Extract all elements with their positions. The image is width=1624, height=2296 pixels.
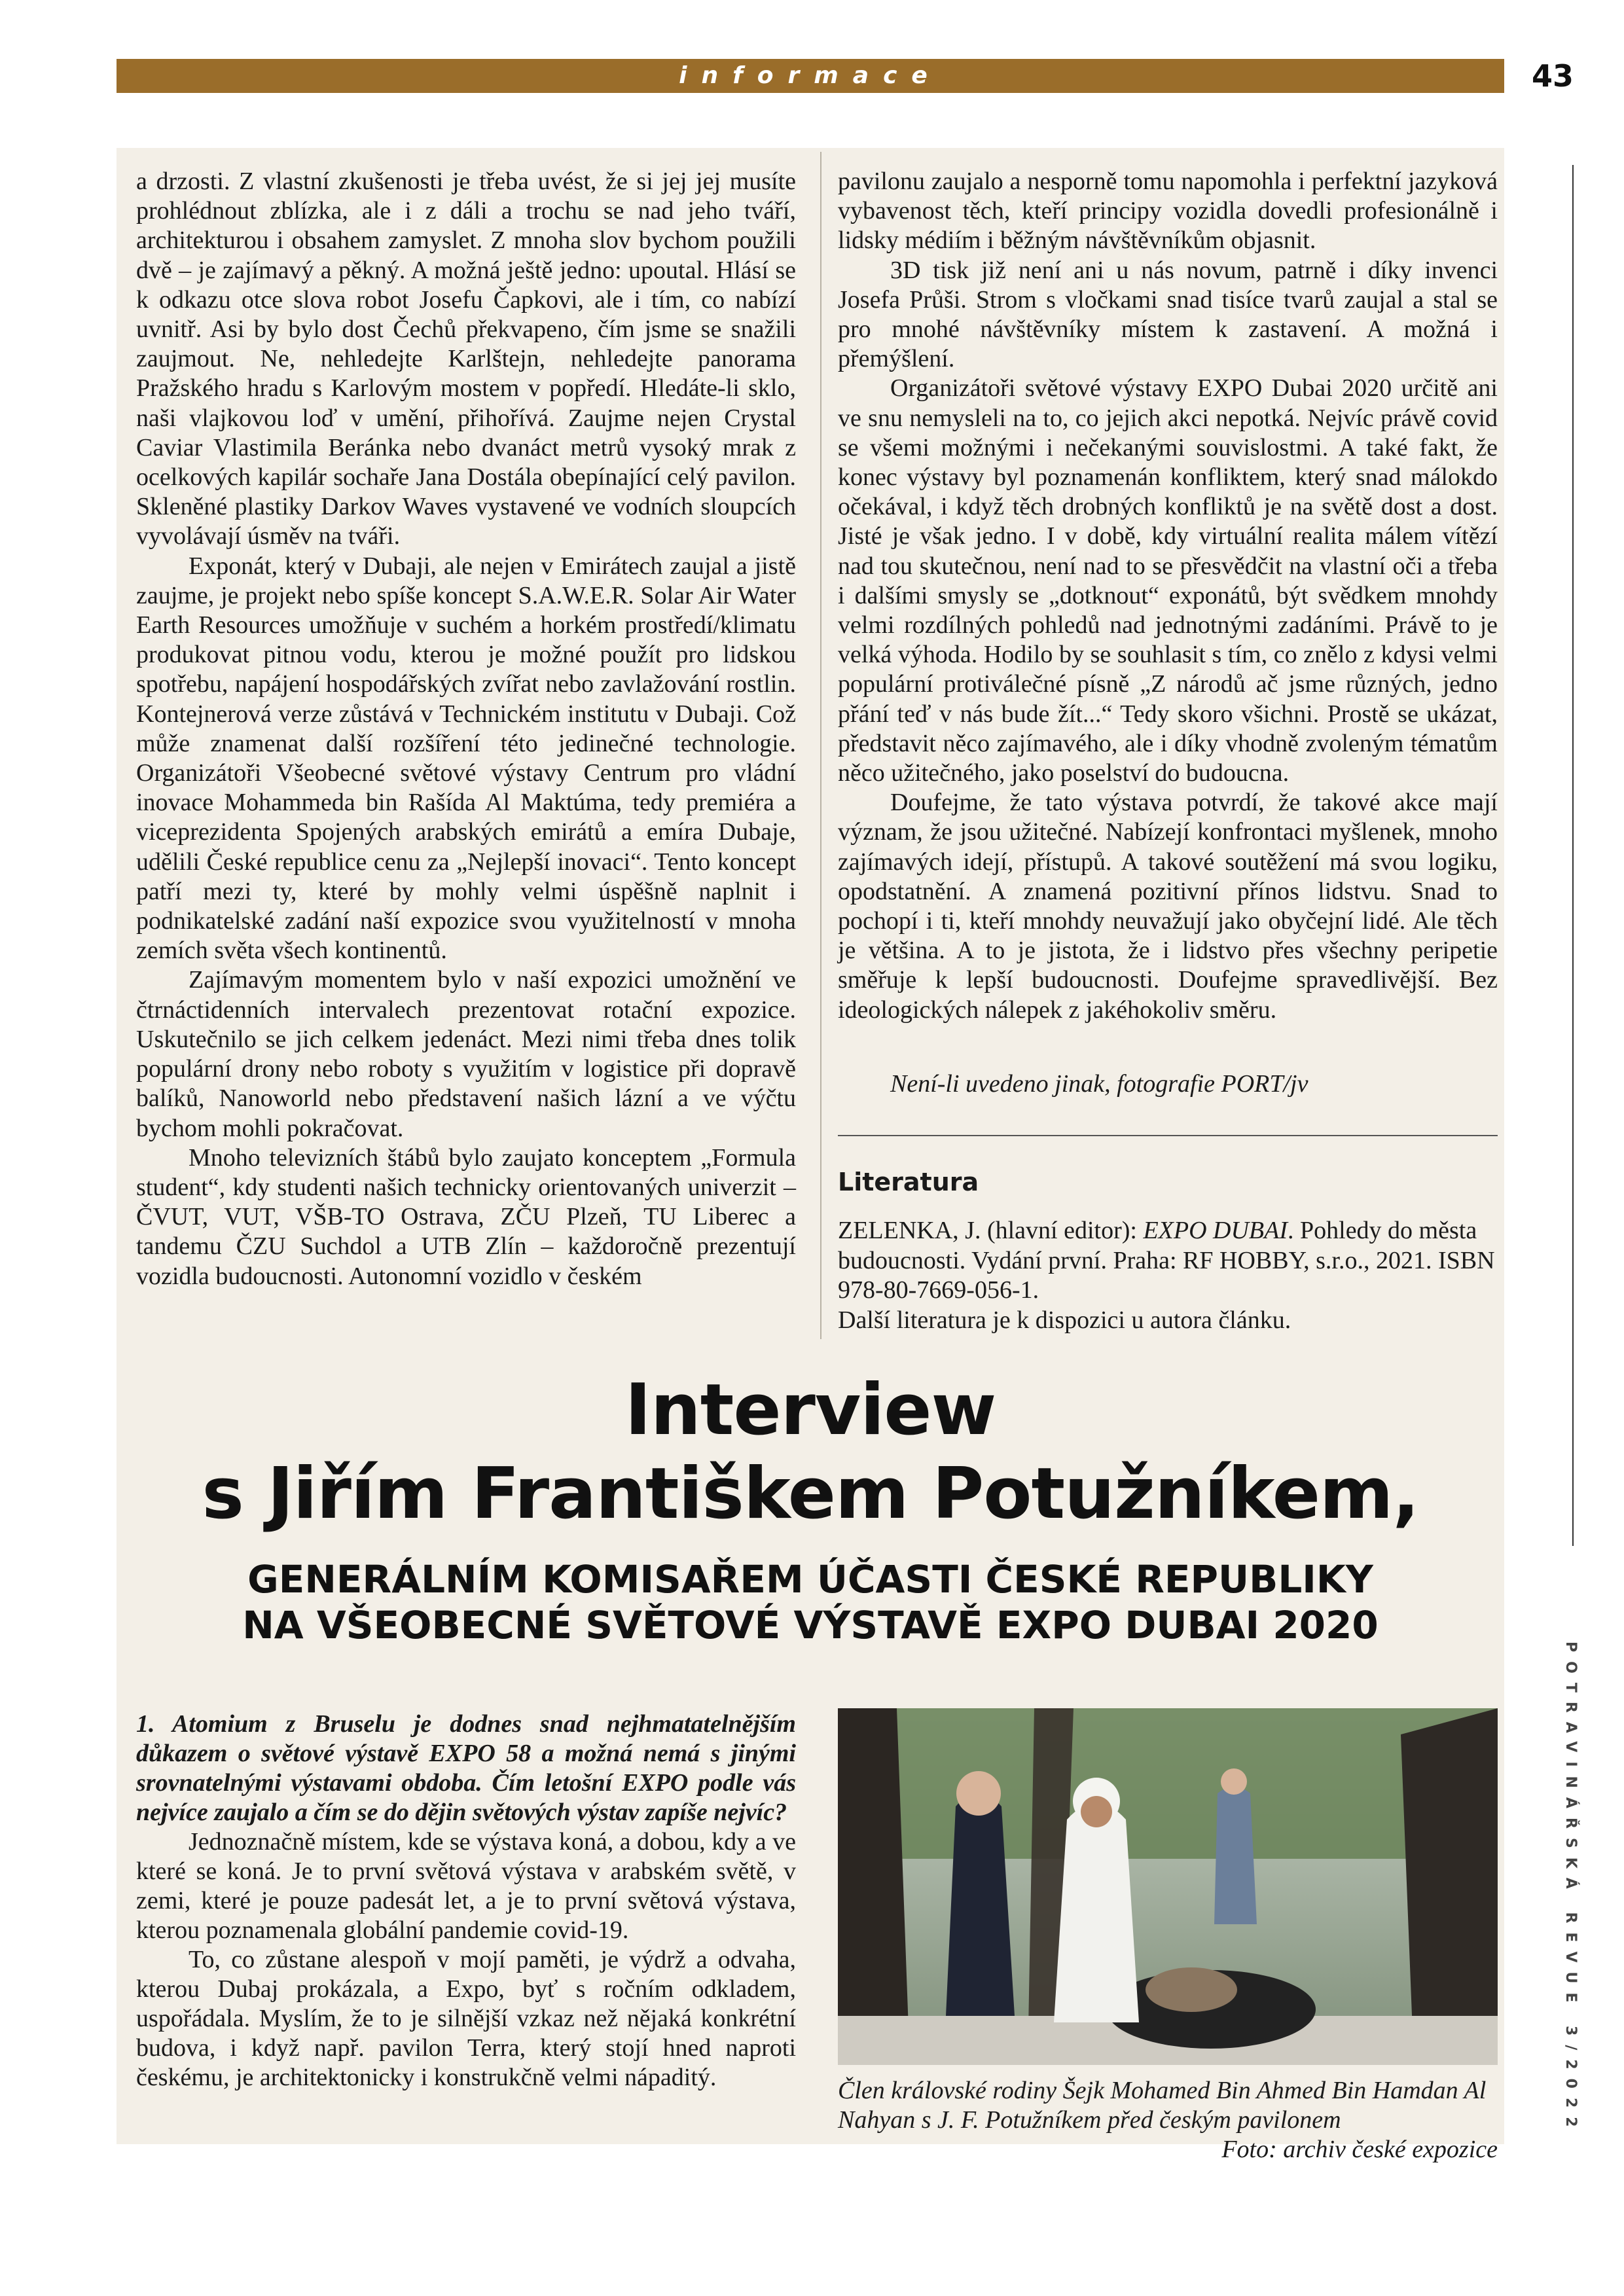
journal-side-label: POTRAVINÁŘSKÁ REVUE 3/2022 [1562, 1641, 1579, 2136]
article-paragraph: 3D tisk již není ani u nás novum, patrně i díky invenci Josefa Průši. Strom s vločkami snad tisíce tvarů zaujal a stal se pro mnohé návštěvníky místem k zastavení. A možná i přemýšlení. [838, 256, 1498, 373]
photo-illustration [838, 1708, 1498, 2065]
side-rule [1572, 165, 1574, 1546]
interview-answer-paragraph: To, co zůstane alespoň v mojí paměti, je výdrž a odvaha, kterou Dubaj prokázala, a Expo, byť s ročním odkladem, uspořádala. Myslím, že to je silnější vzkaz než nějaká konkrétní budova, i když např. pavilon Terra, který stojí hned naproti českému, je architektonicky i konstrukčně velmi nápaditý. [136, 1946, 796, 2091]
article-paragraph: Doufejme, že tato výstava potvrdí, že takové akce mají význam, že jsou užitečné. Nabízejí konfrontaci myšlenek, mnoho zajímavých idejí, přístupů. A takové soutěžení má svou logiku, opodstatnění. A znamená pozitivní přínos lidstvu. Snad to pochopí i ti, kteří mnohdy neuvažují jako obyčejní lidé. Ale těch je většina. A to je jistota, že i lidstvo přes všechny peripetie směřuje k lepší budoucnosti. Doufejme spravedlivější. Bez ideologických nálepek z jakéhokoliv směru. [838, 789, 1498, 1024]
literature-entry-end: . Pohledy do města budoucnosti. Vydání první. Praha: RF HOBBY, s.r.o., 2021. ISBN 978-80-7669-056-1. [838, 1217, 1495, 1304]
interview-subtitle-line2: NA VŠEOBECNÉ SVĚTOVÉ VÝSTAVĚ EXPO DUBAI 2020 [242, 1603, 1379, 1647]
expo-pavilion-photo [838, 1708, 1498, 2065]
literature-heading: Literatura [838, 1168, 979, 1196]
article-paragraph: pavilonu zaujalo a nesporně tomu napomohla i perfektní jazyková vybavenost těch, kteří principy vozidla dovedli profesionálně i lidsky médiím i běžným návštěvníkům objasnit. [838, 168, 1498, 255]
literature-body [838, 1216, 1498, 1335]
article-left-column [136, 167, 796, 1291]
section-header-bar [117, 59, 1504, 93]
interview-title-line2: s Jiřím Františkem Potužníkem, [202, 1453, 1419, 1535]
literature-note: Další literatura je k dispozici u autora článku. [838, 1306, 1291, 1334]
photo-credit: Foto: archiv české expozice [1221, 2136, 1498, 2163]
literature-entry-start: ZELENKA, J. (hlavní editor): [838, 1217, 1144, 1244]
article-paragraph: Zajímavým momentem bylo v naší expozici umožnění ve čtrnáctidenních intervalech prezentovat rotační expozice. Uskutečnilo se jich celkem jedenáct. Mezi nimi třeba dnes tolik populární drony nebo roboty s využitím v logistice při dopravě balíků, Nanoworld nebo představení našich lázní a ve výčtu bychom mohli pokračovat. [136, 966, 796, 1142]
article-paragraph: Mnoho televizních štábů bylo zaujato konceptem „Formula student“, kdy studenti našich technicky orientovaných univerzit – ČVUT, VUT, VŠB-TO Ostrava, ZČU Plzeň, TU Liberec a tandemu ČZU Suchdol a UTB Zlín – každoročně prezentují vozidla budoucnosti. Autonomní vozidlo v českém [136, 1143, 796, 1290]
article-paragraph: Organizátoři světové výstavy EXPO Dubai 2020 určitě ani ve snu nemysleli na to, co jejich akci nepotká. Nejvíc právě covid se všemi možnými i nečekanými souvislostmi. A také fakt, že konec výstavy byl poznamenán konfliktem, který snad málokdo očekával, i když těch drobných konfliktů je na světě dost a dost. Jisté je však jedno. I v době, kdy virtuální realita málem vítězí nad tou skutečnou, není nad to se přesvědčit na vlastní oči a třeba i dalšími smysly se „dotknout“ exponátů, být svědkem mnohdy velmi rozdílných pohledů nad jednotnými zadáními. Právě to je velká výhoda. Hodilo by se souhlasit s tím, co znělo z kdysi velmi populární protiválečné písně „Z národů ač jsme různých, jedno přání teď v nás bude žít...“ Tedy skoro všichni. Prostě se ukázat, představit něco zajímavého, ale i díky vhodně zvoleným tématům něco užitečného, jako poselství do budoucna. [838, 374, 1498, 787]
photo-credit-note: Není-li uvedeno jinak, fotografie PORT/jv [890, 1070, 1308, 1098]
article-paragraph: Exponát, který v Dubaji, ale nejen v Emirátech zaujal a jistě zaujme, je projekt nebo spíše koncept S.A.W.E.R. Solar Air Water Earth Resources umožňuje v suchém a horkém prostředí/klimatu produkovat pitnou vodu, kterou je možné použít pro lidskou spotřebu, napájení hospodářských zvířat nebo zavlažování rostlin. Kontejnerová verze zůstává v Technickém institutu v Dubaji. Což může znamenat další rozšíření této jedinečné technologie. Organizátoři Všeobecné světové výstavy Centrum pro vládní inovace Mohammeda bin Rašída Al Maktúma, tedy premiéra a viceprezidenta Spojených arabských emirátů a emíra Dubaje, udělili České republice cenu za „Nejlepší inovaci“. Tento koncept patří mezi ty, které by mohly velmi úspěšně naplnit i podnikatelské zadání naší expozice svou využitelností v mnoha zemích světa všech kontinentů. [136, 552, 796, 965]
article-paragraph: a drzosti. Z vlastní zkušenosti je třeba uvést, že si jej jej musíte prohlédnout zblízka, ale i z dáli a trochu se nad jeho tváří, architekturou i obsahem zamyslet. Z mnoha slov bychom použili dvě – je zajímavý a pěkný. A možná ještě jedno: upoutal. Hlásí se k odkazu otce slova robot Josefu Čapkovi, ale i tím, co nabízí uvnitř. Asi by bylo dost Čechů překvapeno, čím jsme se snažili zaujmout. Ne, nehledejte Karlštejn, nehledejte panorama Pražského hradu s Karlovým mostem v popředí. Hledáte-li sklo, naši vlajkovou loď v umění, přihořívá. Zaujme nejen Crystal Caviar Vlastimila Beránka nebo dvanáct metrů vysoký mrak z ocelkových kapilár sochaře Jana Dostála obepínající celý pavilon. Skleněné plastiky Darkov Waves vystavené ve vodních sloupcích vyvolávají úsměv na tváři. [136, 168, 796, 550]
interview-subtitle-line1: GENERÁLNÍM KOMISAŘEM ÚČASTI ČESKÉ REPUBLIKY [247, 1557, 1373, 1602]
section-label: informace [679, 62, 942, 89]
column-divider [820, 152, 821, 1339]
photo-caption [838, 2076, 1498, 2164]
literature-divider [838, 1135, 1498, 1136]
interview-question: 1. Atomium z Bruselu je dodnes snad nejhmatatelnějším důkazem o světové výstavě EXPO 58 a možná nemá s jinými srovnatelnými výstavami obdoba. Čím letošní EXPO podle vás nejvíce zaujalo a čím se do dějin světových výstav zapíše nejvíc? [136, 1710, 796, 1826]
literature-entry-title: EXPO DUBAI [1143, 1217, 1288, 1244]
interview-title-line1: Interview [624, 1369, 996, 1451]
article-right-column [838, 167, 1498, 1025]
page-number: 43 [1532, 58, 1574, 94]
interview-body [136, 1710, 796, 2092]
photo-caption-text: Člen královské rodiny Šejk Mohamed Bin Ahmed Bin Hamdan Al Nahyan s J. F. Potužníkem před českým pavilonem [838, 2077, 1487, 2134]
interview-answer-paragraph: Jednoznačně místem, kde se výstava koná, a dobou, kdy a ve které se koná. Je to první světová výstava v arabském světě, v zemi, které je pouze padesát let, a je to první světová výstava, kterou poznamenala globální pandemie covid-19. [136, 1828, 796, 1944]
